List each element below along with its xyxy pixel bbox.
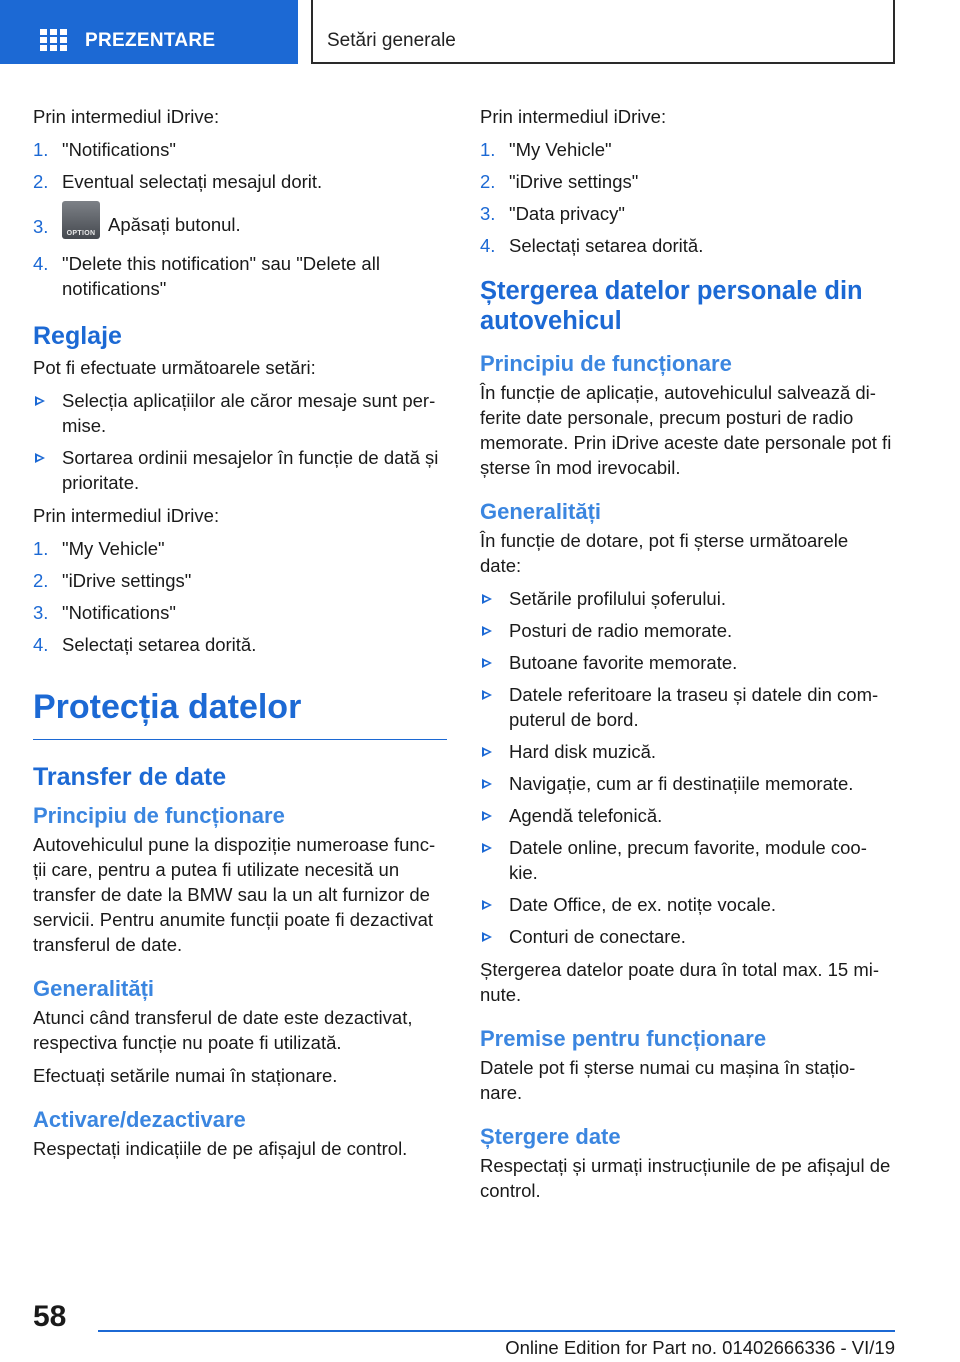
triangle-bullet-icon bbox=[482, 690, 492, 700]
right-column bbox=[480, 104, 892, 1211]
activare-text: Respectați indicațiile de pe afișajul de control. bbox=[33, 1138, 408, 1159]
list-item: 3. "Data privacy" bbox=[480, 203, 625, 224]
deletable-data-bullets bbox=[480, 586, 892, 949]
triangle-bullet-icon bbox=[482, 811, 492, 821]
list-item: Hard disk muzică. bbox=[480, 739, 892, 764]
reglaje-intro: Pot fi efectuate următoarele setări: bbox=[33, 357, 316, 378]
generalitati-text-1: Atunci când transferul de date este dezactivat, respectiva funcție nu poate fi utilizată. bbox=[33, 1007, 413, 1053]
heading-generalitati: Generalități bbox=[480, 499, 602, 524]
left-column bbox=[33, 104, 447, 1169]
list-item: 2. "iDrive settings" bbox=[480, 171, 639, 192]
triangle-bullet-icon bbox=[35, 396, 45, 406]
list-item: 1. "My Vehicle" bbox=[480, 139, 612, 160]
footer-divider bbox=[98, 1330, 895, 1332]
list-item: Navigație, cum ar fi destinațiile memorate. bbox=[480, 771, 892, 796]
list-item: Sortarea ordinii mesajelor în funcție de dată și prioritate. bbox=[33, 445, 447, 495]
intro-text: Prin intermediul iDrive: bbox=[33, 106, 220, 127]
steps-list-notifications bbox=[33, 137, 447, 301]
reglaje-bullets bbox=[33, 388, 447, 495]
list-item: 4. Selectați setarea dorită. bbox=[480, 235, 704, 256]
triangle-bullet-icon bbox=[482, 626, 492, 636]
triangle-bullet-icon bbox=[35, 453, 45, 463]
stergere-date-text: Respectați și urmați instrucțiunile de pe afișajul de control. bbox=[480, 1155, 891, 1201]
edition-text: Online Edition for Part no. 01402666336 - VI/19 bbox=[505, 1337, 895, 1358]
list-item: Setările profilului șoferului. bbox=[480, 586, 892, 611]
principiu-text: Autovehiculul pune la dispoziție numeroase func- ții care, pentru a putea fi utilizate necesită un transfer de date la BMW sau la un alt furnizor de servicii. Pentru anumite funcții poate fi dezactivat transferul de date. bbox=[33, 834, 436, 955]
heading-stergere-date-personale: Ștergerea datelor personale din autovehicul bbox=[480, 277, 863, 335]
chapter-tab-label: PREZENTARE bbox=[85, 30, 216, 51]
list-item: 3. OPTION Apăsați butonul. bbox=[33, 201, 447, 244]
steps-list-privacy bbox=[480, 137, 892, 258]
intro-text: Prin intermediul iDrive: bbox=[480, 106, 667, 127]
steps-list-settings bbox=[33, 536, 447, 657]
heading-principiu: Principiu de funcționare bbox=[33, 803, 285, 828]
list-item: 2. Eventual selectați mesajul dorit. bbox=[33, 171, 323, 192]
list-item: 2. "iDrive settings" bbox=[33, 570, 192, 591]
list-item: Datele referitoare la traseu și datele din com- puterul de bord. bbox=[480, 682, 892, 732]
triangle-bullet-icon bbox=[482, 747, 492, 757]
list-item: 3. "Notifications" bbox=[33, 602, 176, 623]
list-item: Date Office, de ex. notițe vocale. bbox=[480, 892, 892, 917]
heading-generalitati: Generalități bbox=[33, 976, 155, 1001]
generalitati-text-2: Efectuați setările numai în staționare. bbox=[33, 1065, 338, 1086]
section-header bbox=[311, 0, 895, 64]
heading-activare: Activare/dezactivare bbox=[33, 1107, 246, 1132]
list-item: 1. "Notifications" bbox=[33, 139, 176, 160]
heading-premise: Premise pentru funcționare bbox=[480, 1026, 767, 1051]
triangle-bullet-icon bbox=[482, 658, 492, 668]
list-item: Agendă telefonică. bbox=[480, 803, 892, 828]
triangle-bullet-icon bbox=[482, 932, 492, 942]
triangle-bullet-icon bbox=[482, 900, 492, 910]
principiu-text: În funcție de aplicație, autovehiculul salvează di- ferite date personale, precum posturi de radio memorate. Prin iDrive aceste date personale pot fi șterse în mod irevocabil. bbox=[480, 382, 892, 478]
page-number: 58 bbox=[33, 1300, 67, 1333]
generalitati-text: În funcție de dotare, pot fi șterse următoarele date: bbox=[480, 530, 849, 576]
heading-transfer: Transfer de date bbox=[33, 763, 227, 791]
premise-text: Datele pot fi șterse numai cu mașina în stațio- nare. bbox=[480, 1057, 856, 1103]
heading-principiu: Principiu de funcționare bbox=[480, 351, 732, 376]
triangle-bullet-icon bbox=[482, 594, 492, 604]
heading-reglaje: Reglaje bbox=[33, 322, 122, 350]
list-item: 1. "My Vehicle" bbox=[33, 538, 165, 559]
triangle-bullet-icon bbox=[482, 779, 492, 789]
chapter-tab[interactable] bbox=[0, 0, 298, 64]
list-item: Posturi de radio memorate. bbox=[480, 618, 892, 643]
list-item: Butoane favorite memorate. bbox=[480, 650, 892, 675]
triangle-bullet-icon bbox=[482, 843, 492, 853]
section-title: Setări generale bbox=[327, 30, 456, 51]
chapter-heading: Protecția datelor bbox=[33, 687, 447, 740]
list-item: Datele online, precum favorite, module coo- kie. bbox=[480, 835, 892, 885]
list-item: Conturi de conectare. bbox=[480, 924, 892, 949]
list-item: Selecția aplicațiilor ale căror mesaje sunt per- mise. bbox=[33, 388, 447, 438]
option-button-icon: OPTION bbox=[62, 201, 100, 239]
duration-text: Ștergerea datelor poate dura în total max. 15 mi- nute. bbox=[480, 959, 879, 1005]
intro-text-2: Prin intermediul iDrive: bbox=[33, 505, 220, 526]
heading-stergere-date: Ștergere date bbox=[480, 1124, 621, 1149]
list-item: 4. Selectați setarea dorită. bbox=[33, 634, 257, 655]
grid-menu-icon bbox=[40, 29, 67, 51]
footer-edition bbox=[0, 1336, 895, 1360]
list-item: 4. "Delete this notification" sau "Delete all notifications" bbox=[33, 253, 380, 299]
